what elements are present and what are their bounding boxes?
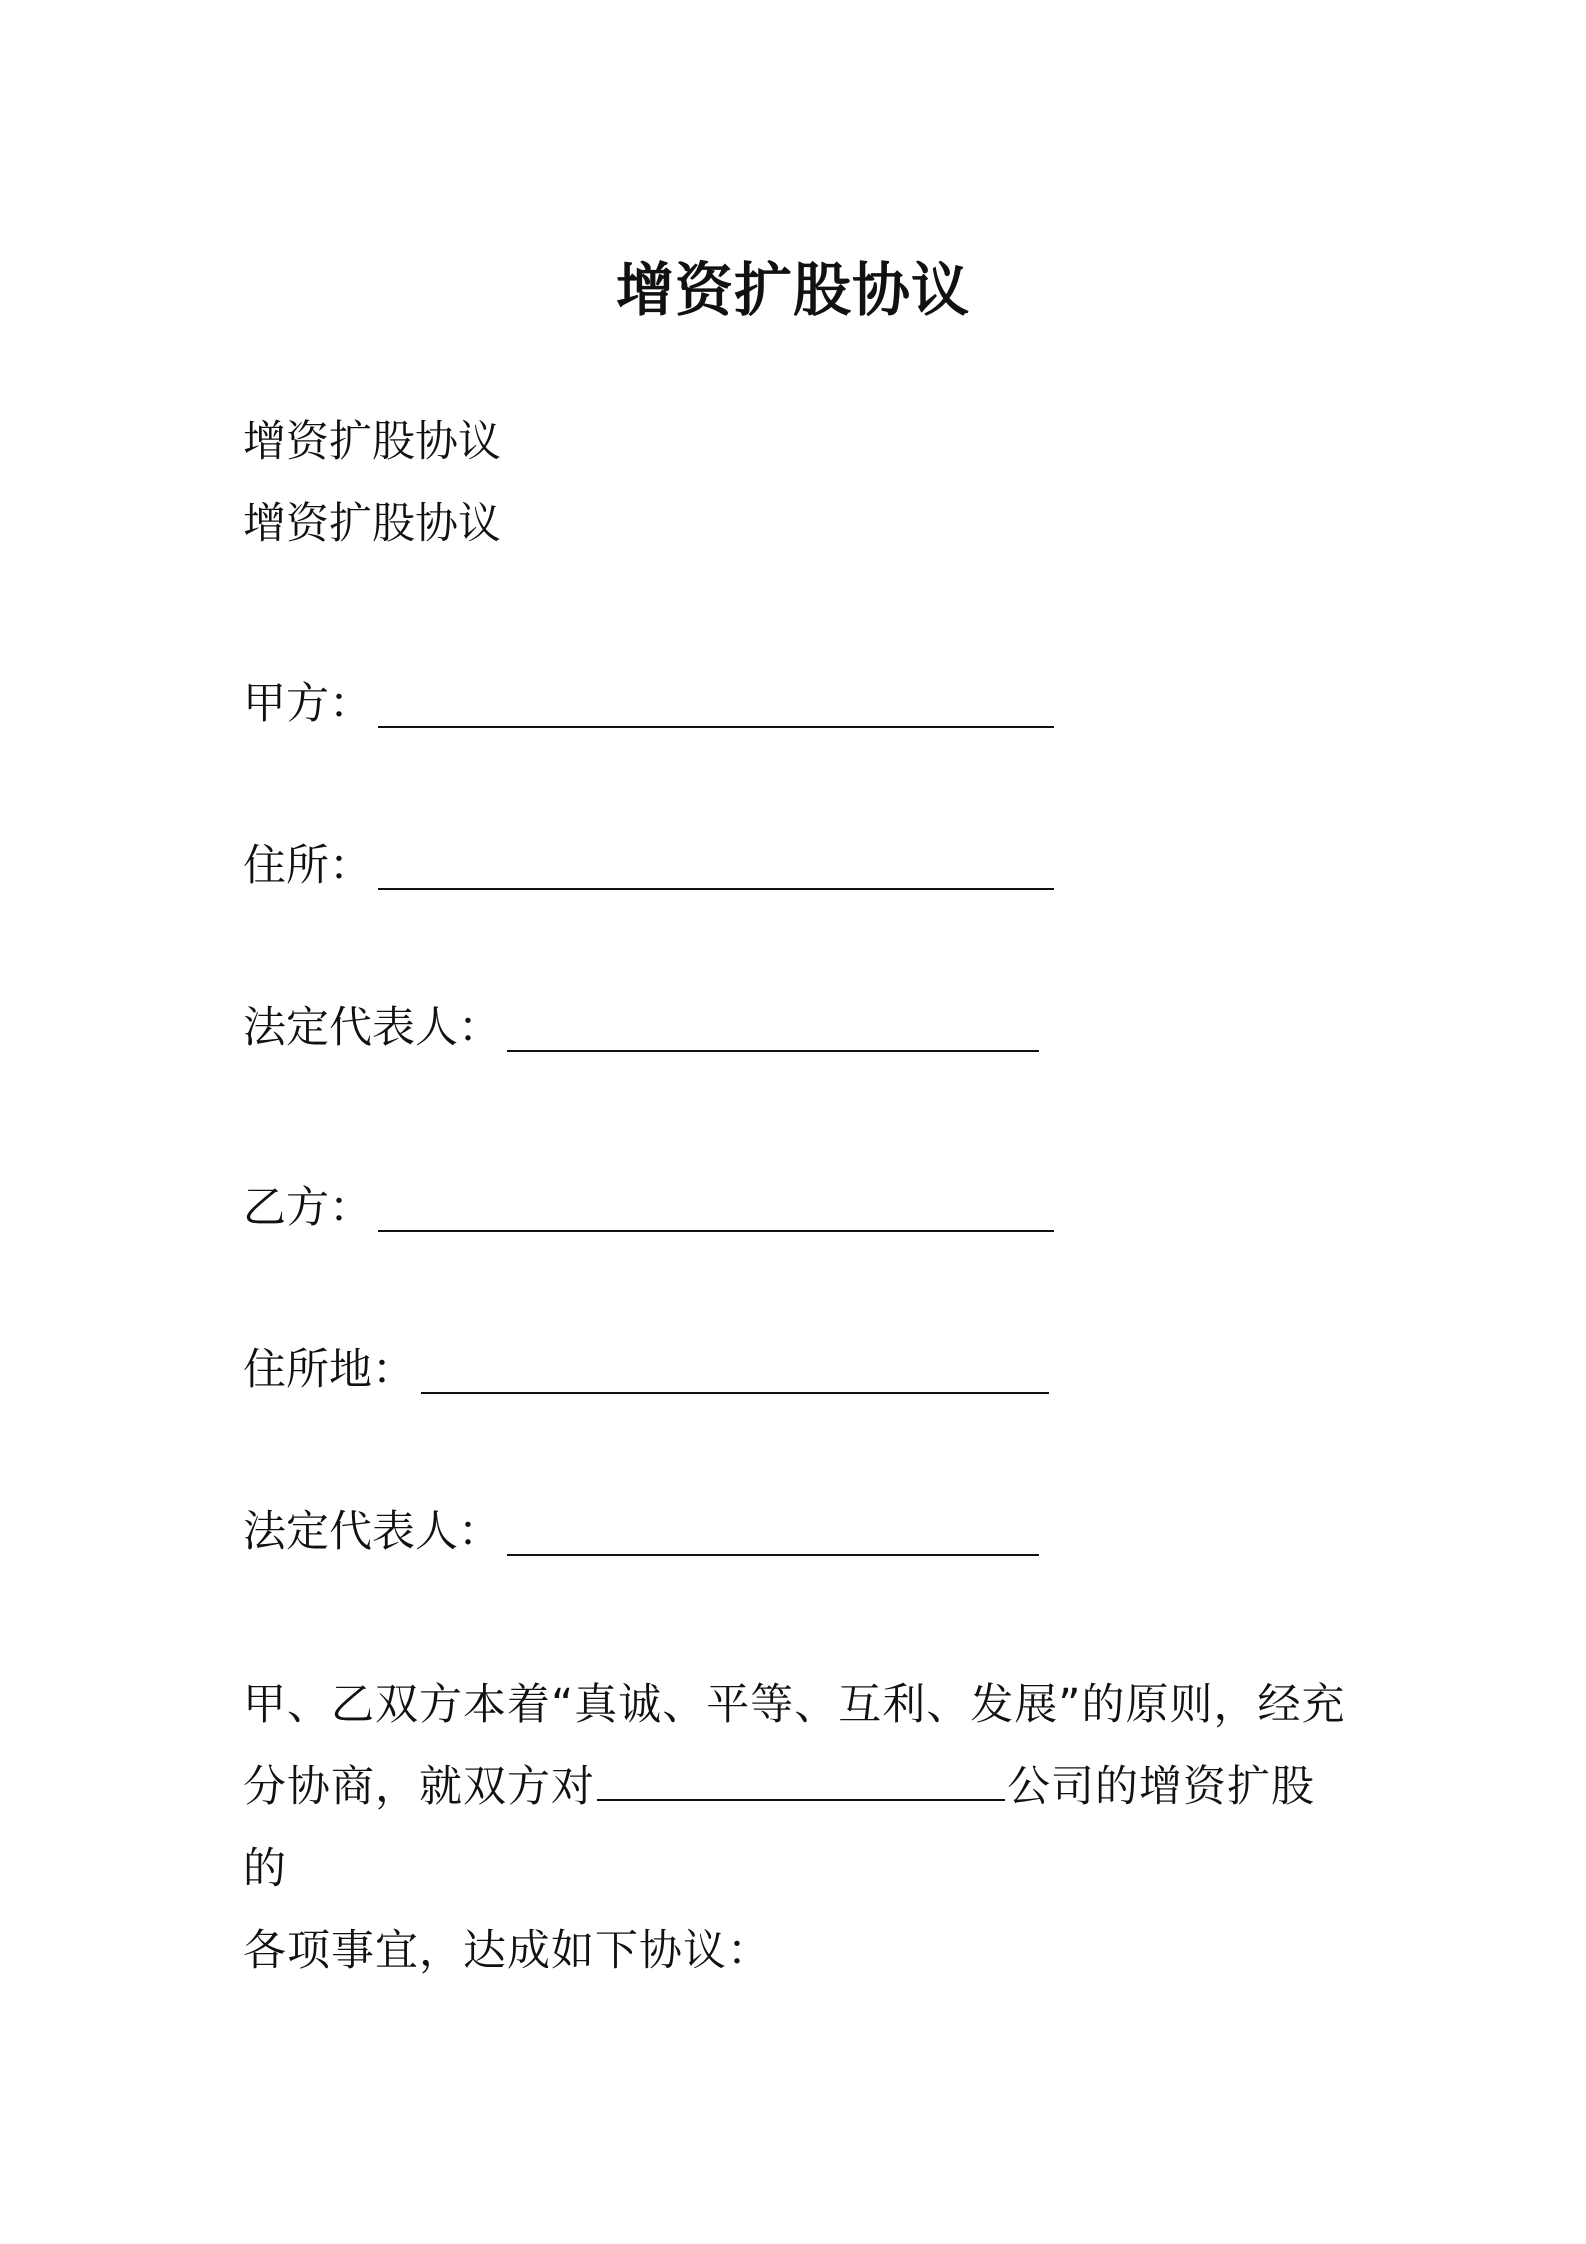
party-b-address-label: 住所地： <box>243 1345 415 1395</box>
party-b-rep-field <box>243 1504 1039 1560</box>
party-a-address-label: 住所： <box>243 841 372 891</box>
party-a-blank[interactable] <box>378 682 1054 728</box>
party-a-address-blank[interactable] <box>378 844 1054 890</box>
party-b-address-blank[interactable] <box>421 1348 1049 1394</box>
preamble-paragraph <box>243 1664 1355 1992</box>
party-a-field <box>243 676 1054 732</box>
preamble-line-1: 甲、乙双方本着“真诚、平等、互利、发展”的原则，经充 <box>243 1680 1346 1730</box>
party-b-blank[interactable] <box>378 1186 1054 1232</box>
document-title: 增资扩股协议 <box>615 256 970 324</box>
preamble-line-2-before: 分协商，就双方对 <box>243 1762 595 1812</box>
preamble-line-3: 各项事宜，达成如下协议： <box>243 1926 771 1976</box>
party-a-label: 甲方： <box>243 679 372 729</box>
party-a-address-field <box>243 838 1054 894</box>
party-b-label: 乙方： <box>243 1183 372 1233</box>
preamble-line-2-after: 公司的增资扩股的 <box>243 1762 1315 1894</box>
preamble-line-2 <box>243 1746 1355 1910</box>
party-a-rep-label: 法定代表人： <box>243 1003 501 1053</box>
party-b-address-field <box>243 1342 1049 1398</box>
subtitle-2: 增资扩股协议 <box>243 499 501 549</box>
party-b-rep-label: 法定代表人： <box>243 1507 501 1557</box>
subtitle-1: 增资扩股协议 <box>243 417 501 467</box>
party-b-rep-blank[interactable] <box>507 1510 1039 1556</box>
company-name-blank[interactable] <box>597 1759 1005 1801</box>
party-a-rep-field <box>243 1000 1039 1056</box>
party-a-rep-blank[interactable] <box>507 1006 1039 1052</box>
party-b-field <box>243 1180 1054 1236</box>
